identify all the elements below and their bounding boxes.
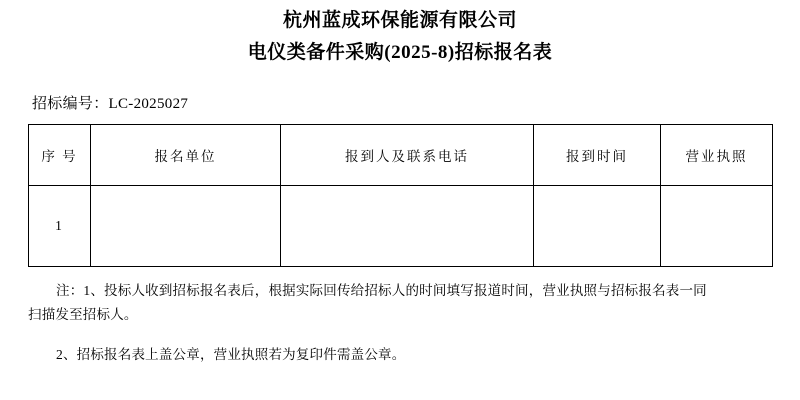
company-title: 杭州蓝成环保能源有限公司 xyxy=(282,10,517,31)
note-line-3: 2、招标报名表上盖公章，营业执照若为复印件需盖公章。 xyxy=(56,347,406,362)
table-body xyxy=(29,186,773,267)
cell-license[interactable] xyxy=(661,186,773,267)
column-header-seq: 序 号 xyxy=(29,125,91,186)
cell-time[interactable] xyxy=(534,186,661,267)
note-line-1: 注：1、投标人收到招标报名表后，根据实际回传给招标人的时间填写报道时间，营业执照与招标报名表一同 xyxy=(56,283,707,298)
table-header xyxy=(29,125,773,186)
document-subtitle: 电仪类备件采购(2025-8)招标报名表 xyxy=(247,42,553,63)
column-header-license: 营业执照 xyxy=(661,125,773,186)
table-row xyxy=(29,186,773,267)
column-header-contact: 报到人及联系电话 xyxy=(281,125,534,186)
document-title-block xyxy=(28,0,772,70)
cell-unit[interactable] xyxy=(91,186,281,267)
registration-table xyxy=(28,124,773,267)
column-header-unit: 报名单位 xyxy=(91,125,281,186)
bid-number: 招标编号：LC-2025027 xyxy=(32,96,189,112)
note-line-2: 扫描发至招标人。 xyxy=(28,307,138,322)
notes-block xyxy=(28,279,772,367)
column-header-time: 报到时间 xyxy=(534,125,661,186)
cell-seq: 1 xyxy=(29,186,91,267)
cell-contact[interactable] xyxy=(281,186,534,267)
table-header-row xyxy=(29,125,773,186)
